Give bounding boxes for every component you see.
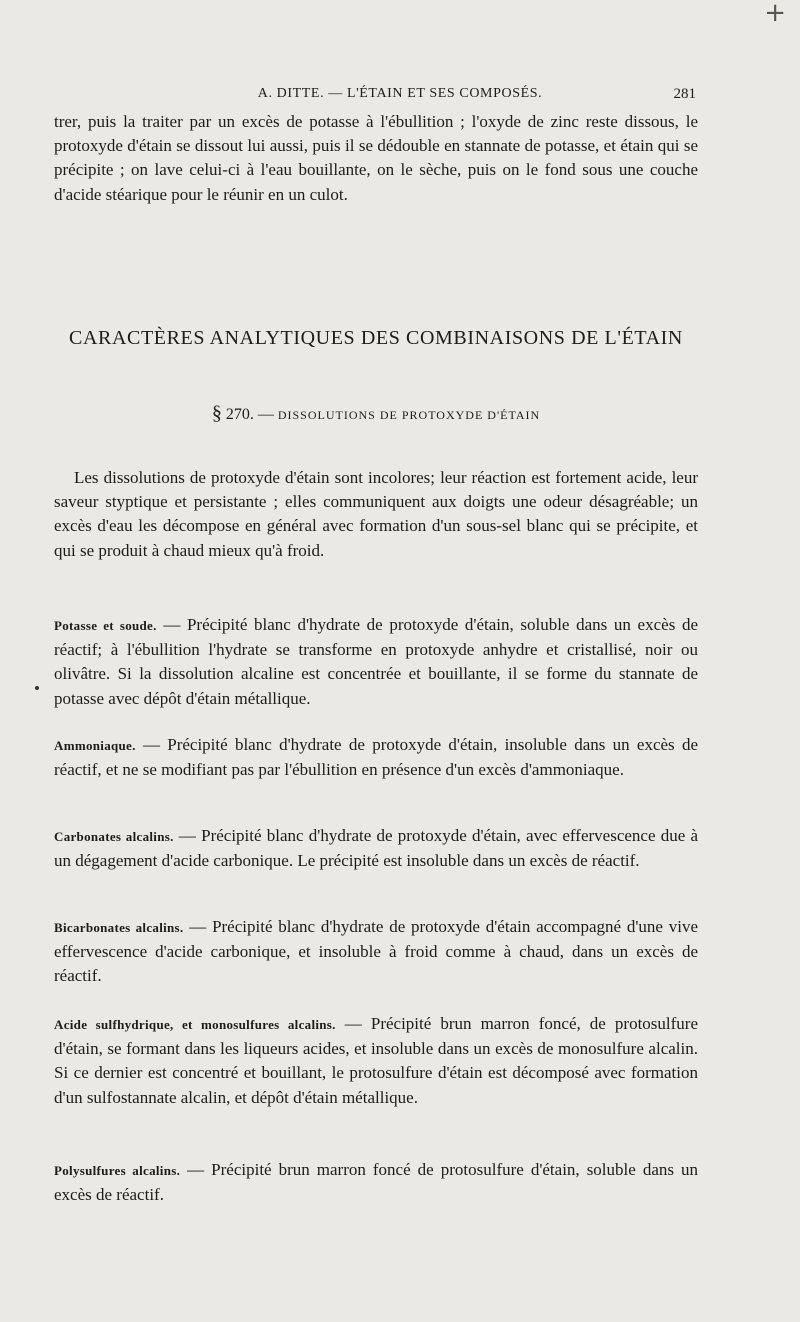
reaction-paragraph xyxy=(54,915,698,989)
reaction-paragraph xyxy=(54,1012,698,1110)
reaction-text: — Précipité blanc d'hydrate de protoxyde d'étain accompagné d'une vive effervescence d'acide carbonique, et insoluble à froid comme à chaud, dans un excès de réactif. xyxy=(54,917,699,986)
reagent-name: Carbonates alcalins. xyxy=(54,829,174,844)
reaction-paragraph xyxy=(54,824,698,873)
running-header: A. DITTE. — L'ÉTAIN ET SES COMPOSÉS. xyxy=(257,86,543,101)
reagent-name: Acide sulfhydrique, et monosulfures alcalins. xyxy=(54,1017,336,1032)
intro-paragraph: trer, puis la traiter par un excès de potasse à l'ébullition ; l'oxyde de zinc reste dissous, le protoxyde d'étain se dissout lui aussi, puis il se dédouble en stannate de potasse, et étain qui se précipite ; on lave celui-ci à l'eau bouillante, on le sèche, puis on le fond sous une couche d'acide stéarique pour le réunir en un culot. xyxy=(54,112,698,204)
general-paragraph: Les dissolutions de protoxyde d'étain sont incolores; leur réaction est fortement acide, leur saveur styptique et persistante ; elles communiquent aux doigts une odeur désagréable; un excès d'eau les décompose en général avec formation d'un sous-sel blanc qui se précipite, et qui se produit à chaud mieux qu'à froid. xyxy=(54,468,698,560)
reaction-text: — Précipité brun marron foncé de protosulfure d'étain, soluble dans un excès de réactif. xyxy=(54,1160,698,1205)
reaction-text: — Précipité blanc d'hydrate de protoxyde d'étain, insoluble dans un excès de réactif, et ne se modifiant pas par l'ébullition en présence d'un excès d'ammoniaque. xyxy=(54,735,699,780)
reagent-name: Potasse et soude. xyxy=(54,618,157,633)
reaction-paragraph xyxy=(54,1158,698,1207)
subsection-heading xyxy=(54,402,698,425)
stray-print-dot xyxy=(35,686,39,690)
subsection-title: DISSOLUTIONS DE PROTOXYDE D'ÉTAIN xyxy=(277,408,541,422)
section-title: CARACTÈRES ANALYTIQUES DES COMBINAISONS DE L'ÉTAIN xyxy=(69,327,683,349)
reagent-name: Polysulfures alcalins. xyxy=(54,1163,181,1178)
corner-crop-mark: + xyxy=(764,0,786,28)
reaction-paragraph xyxy=(54,733,698,782)
section-symbol: § xyxy=(211,402,222,424)
subsection-number: 270. xyxy=(225,406,254,423)
reagent-name: Ammoniaque. xyxy=(54,738,136,753)
reagent-name: Bicarbonates alcalins. xyxy=(54,920,184,935)
reaction-text: — Précipité brun marron foncé, de protosulfure d'étain, se formant dans les liqueurs acides, et insoluble dans un excès de monosulfure alcalin. Si ce dernier est concentré et bouillant, le protosulfure d'étain est décomposé avec formation d'un sulfostannate alcalin, et dépôt d'étain métallique. xyxy=(54,1014,699,1107)
reaction-text: — Précipité blanc d'hydrate de protoxyde d'étain, soluble dans un excès de réactif; à l'ébullition l'hydrate se transforme en protoxyde anhydre et cristallisé, noir ou olivâtre. Si la dissolution alcaline est concentrée et bouillante, il se forme du stannate de potasse avec dépôt d'étain métallique. xyxy=(54,615,698,708)
reaction-text: — Précipité blanc d'hydrate de protoxyde d'étain, avec effervescence due à un dégagement d'acide carbonique. Le précipité est insoluble dans un excès de réactif. xyxy=(54,826,699,871)
reaction-paragraph xyxy=(54,613,698,711)
page-number: 281 xyxy=(673,86,696,102)
subsection-dash: — xyxy=(257,406,274,423)
